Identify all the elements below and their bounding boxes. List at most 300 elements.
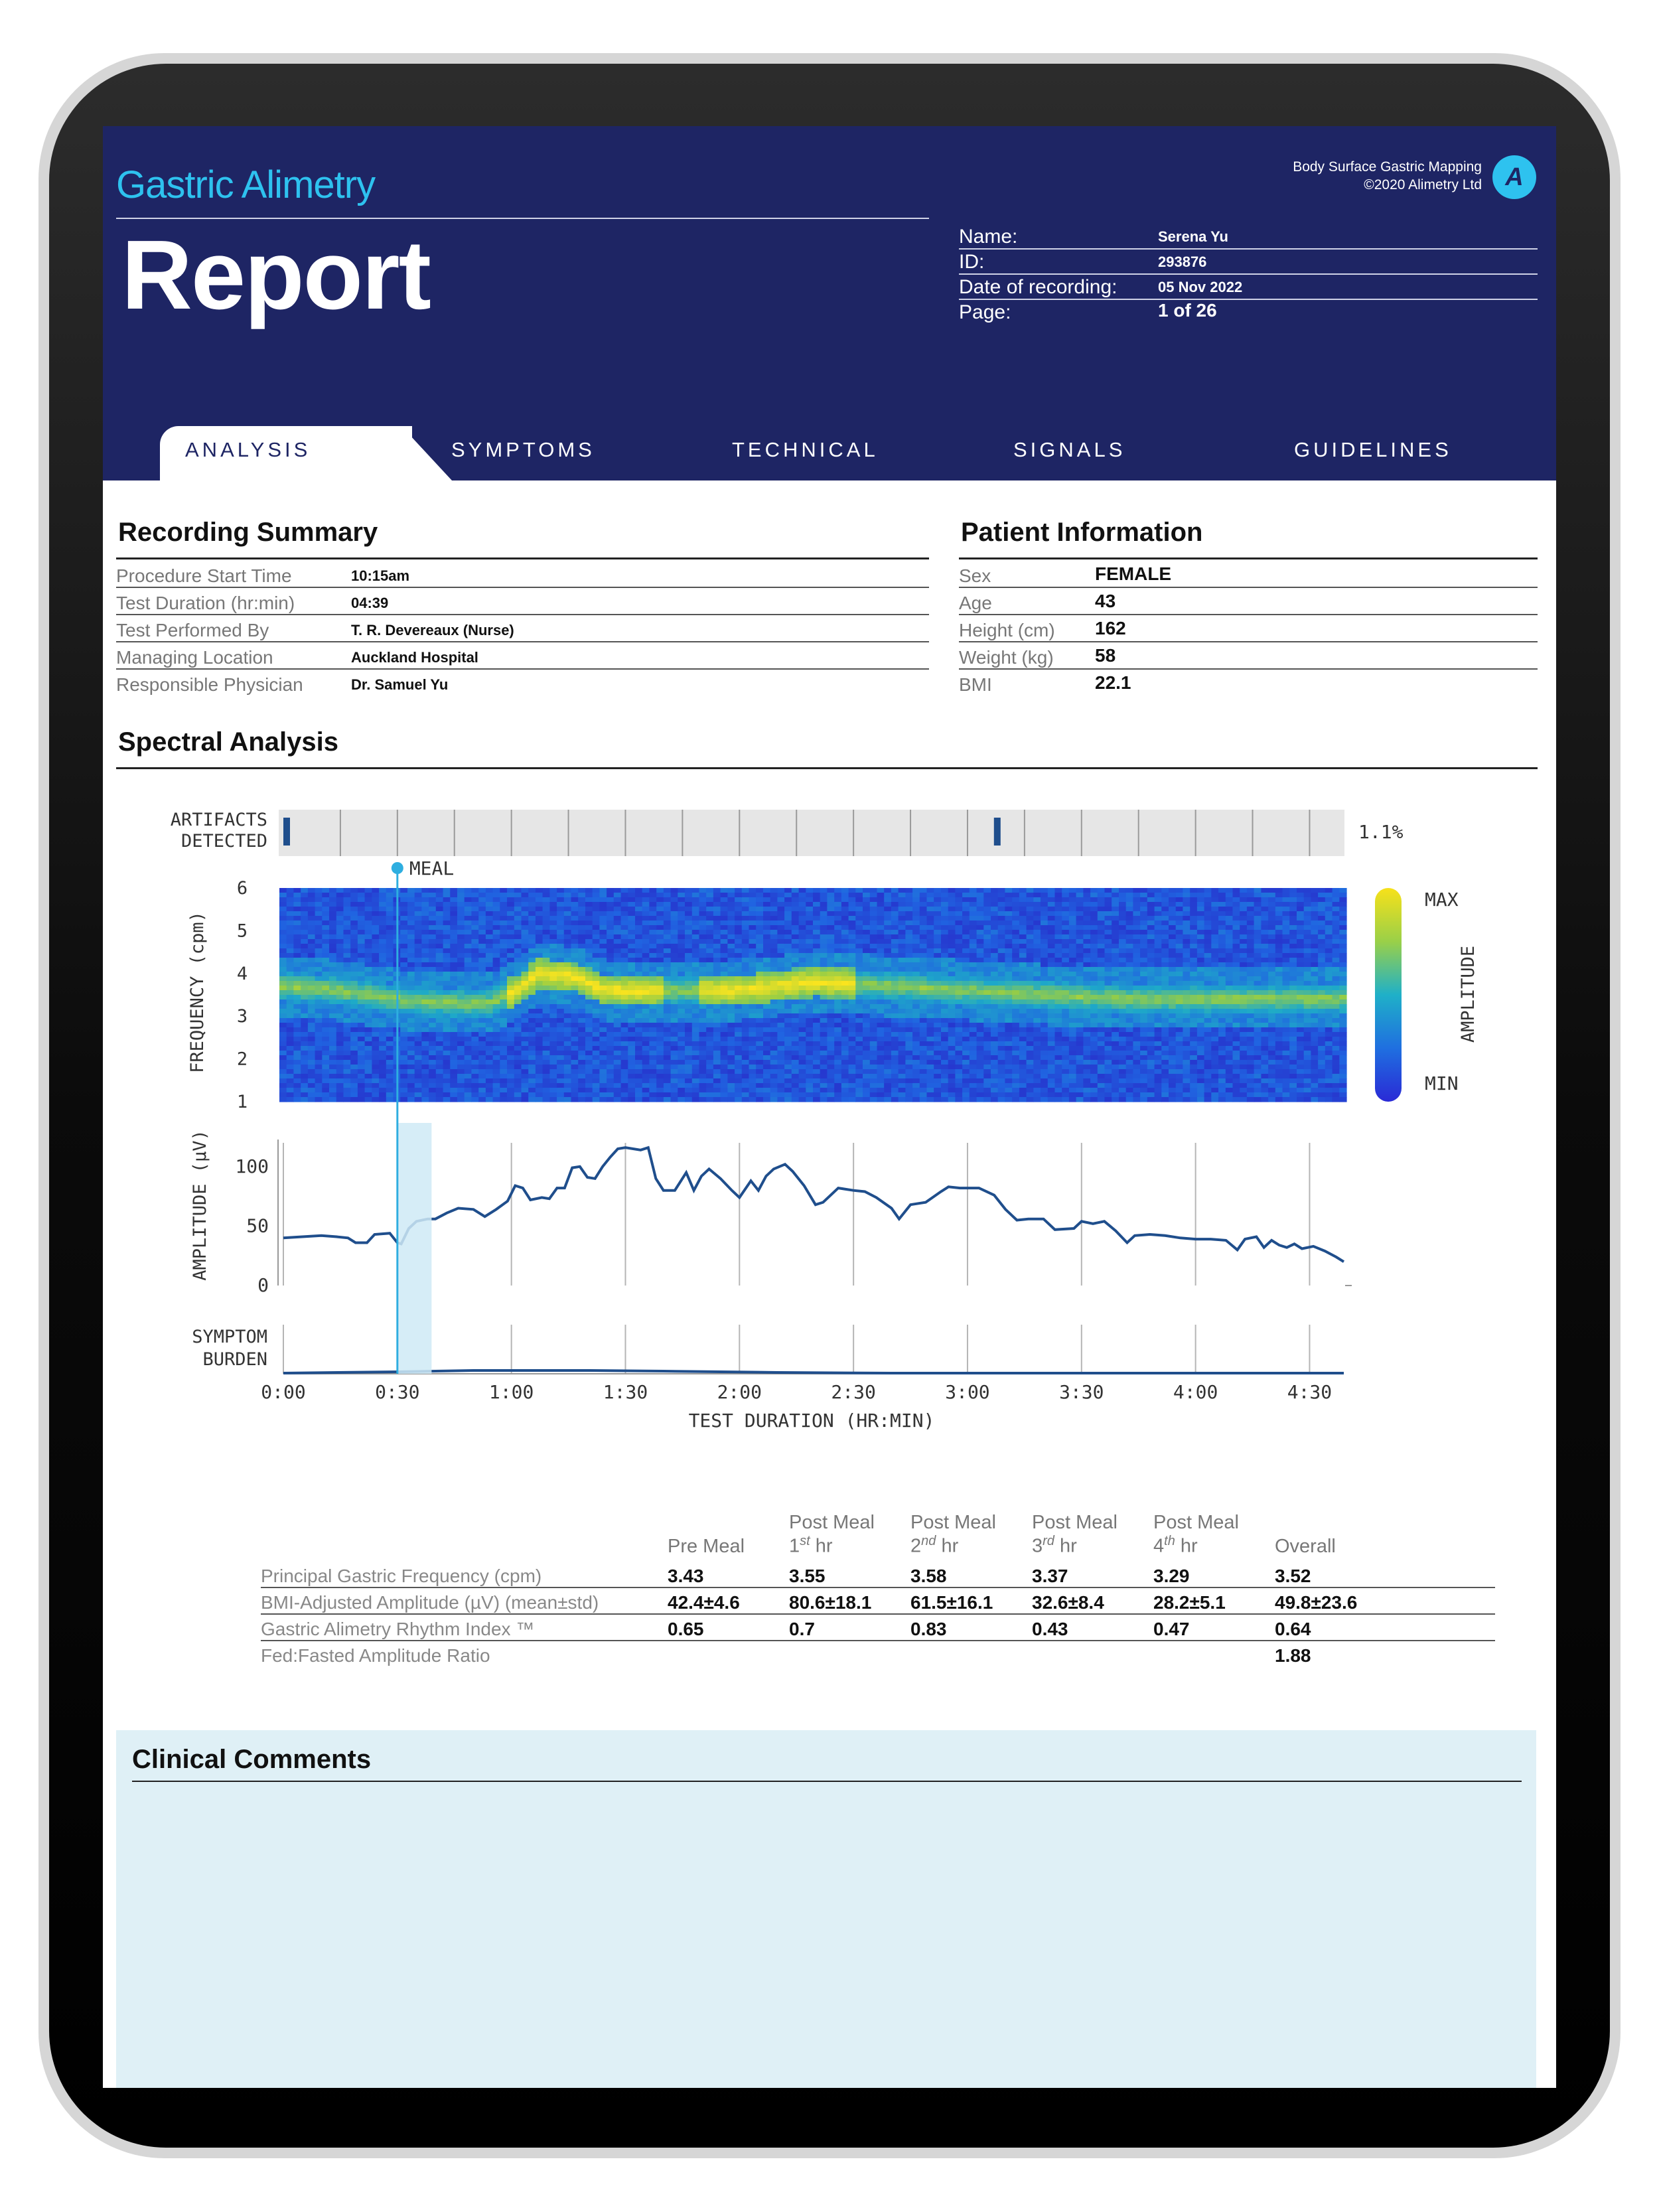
heatmap-cell bbox=[415, 1060, 422, 1065]
heatmap-cell bbox=[514, 934, 522, 940]
heatmap-cell bbox=[585, 921, 593, 926]
heatmap-cell bbox=[465, 1018, 472, 1023]
heatmap-cell bbox=[607, 972, 614, 977]
heatmap-cell bbox=[344, 1060, 351, 1065]
heatmap-cell bbox=[585, 1041, 593, 1047]
heatmap-cell bbox=[287, 897, 294, 903]
heatmap-cell bbox=[500, 1074, 507, 1079]
heatmap-cell bbox=[478, 893, 486, 898]
heatmap-cell bbox=[585, 907, 593, 912]
heatmap-cell bbox=[379, 911, 386, 917]
heatmap-cell bbox=[685, 1055, 692, 1061]
heatmap-cell bbox=[493, 1069, 500, 1074]
heatmap-cell bbox=[293, 1023, 301, 1028]
heatmap-cell bbox=[742, 1009, 749, 1014]
heatmap-cell bbox=[792, 972, 799, 977]
heatmap-cell bbox=[628, 962, 635, 968]
heatmap-cell bbox=[336, 986, 344, 991]
heatmap-cell bbox=[578, 902, 585, 907]
heatmap-cell bbox=[400, 990, 407, 995]
heatmap-cell bbox=[500, 995, 507, 1000]
heatmap-cell bbox=[493, 1041, 500, 1047]
heatmap-cell bbox=[642, 1083, 650, 1088]
heatmap-cell bbox=[557, 962, 564, 968]
heatmap-cell bbox=[721, 944, 728, 949]
row-label: Weight (kg) bbox=[959, 642, 1095, 669]
heatmap-cell bbox=[372, 1078, 379, 1084]
heatmap-cell bbox=[721, 893, 728, 898]
heatmap-cell bbox=[742, 1078, 749, 1084]
heatmap-cell bbox=[1005, 1055, 1012, 1061]
heatmap-cell bbox=[372, 972, 379, 977]
heatmap-cell bbox=[578, 1092, 585, 1098]
heatmap-cell bbox=[678, 1013, 685, 1019]
heatmap-cell bbox=[322, 958, 329, 963]
heatmap-cell bbox=[599, 902, 607, 907]
heatmap-cell bbox=[543, 958, 550, 963]
tab-symptoms[interactable]: SYMPTOMS bbox=[451, 438, 595, 461]
heatmap-cell bbox=[607, 948, 614, 954]
heatmap-cell bbox=[834, 1009, 841, 1014]
heatmap-cell bbox=[365, 1004, 372, 1009]
heatmap-cell bbox=[777, 1032, 784, 1037]
heatmap-cell bbox=[614, 958, 621, 963]
heatmap-cell bbox=[344, 1069, 351, 1074]
heatmap-cell bbox=[635, 1083, 642, 1088]
heatmap-cell bbox=[799, 958, 806, 963]
heatmap-cell bbox=[784, 1037, 792, 1042]
heatmap-cell bbox=[905, 925, 912, 930]
heatmap-cell bbox=[507, 1078, 514, 1084]
heatmap-cell bbox=[322, 1051, 329, 1056]
heatmap-cell bbox=[656, 911, 664, 917]
heatmap-cell bbox=[841, 981, 849, 986]
heatmap-cell bbox=[899, 1037, 906, 1042]
heatmap-cell bbox=[927, 1023, 934, 1028]
heatmap-cell bbox=[870, 897, 877, 903]
heatmap-cell bbox=[721, 1041, 728, 1047]
heatmap-cell bbox=[478, 897, 486, 903]
heatmap-cell bbox=[977, 1023, 984, 1028]
heatmap-cell bbox=[799, 921, 806, 926]
heatmap-cell bbox=[279, 1069, 287, 1074]
heatmap-cell bbox=[799, 888, 806, 893]
heatmap-cell bbox=[493, 1027, 500, 1033]
heatmap-cell bbox=[585, 934, 593, 940]
heatmap-cell bbox=[749, 1060, 757, 1065]
heatmap-cell bbox=[564, 995, 571, 1000]
heatmap-cell bbox=[635, 990, 642, 995]
heatmap-cell bbox=[315, 986, 323, 991]
heatmap-cell bbox=[358, 925, 365, 930]
heatmap-cell bbox=[329, 1004, 336, 1009]
heatmap-cell bbox=[983, 1023, 991, 1028]
heatmap-cell bbox=[421, 1041, 429, 1047]
heatmap-cell bbox=[763, 1060, 770, 1065]
heatmap-cell bbox=[955, 1060, 962, 1065]
heatmap-cell bbox=[379, 953, 386, 958]
heatmap-cell bbox=[329, 1041, 336, 1047]
heatmap-cell bbox=[522, 962, 529, 968]
heatmap-cell bbox=[593, 1069, 600, 1074]
heatmap-cell bbox=[735, 1060, 742, 1065]
heatmap-cell bbox=[1005, 939, 1012, 944]
heatmap-cell bbox=[372, 911, 379, 917]
heatmap-cell bbox=[870, 999, 877, 1005]
heatmap-cell bbox=[628, 1027, 635, 1033]
heatmap-cell bbox=[770, 1041, 778, 1047]
heatmap-cell bbox=[585, 953, 593, 958]
heatmap-cell bbox=[301, 999, 308, 1005]
heatmap-cell bbox=[912, 888, 920, 893]
heatmap-cell bbox=[557, 916, 564, 921]
heatmap-cell bbox=[322, 925, 329, 930]
heatmap-cell bbox=[607, 1092, 614, 1098]
heatmap-cell bbox=[478, 888, 486, 893]
heatmap-cell bbox=[849, 1092, 856, 1098]
heatmap-cell bbox=[308, 1009, 315, 1014]
tab-guidelines[interactable]: GUIDELINES bbox=[1294, 438, 1452, 461]
heatmap-cell bbox=[350, 1074, 358, 1079]
heatmap-cell bbox=[379, 1092, 386, 1098]
heatmap-cell bbox=[308, 1069, 315, 1074]
heatmap-cell bbox=[1005, 907, 1012, 912]
heatmap-cell bbox=[699, 925, 707, 930]
heatmap-cell bbox=[735, 1088, 742, 1093]
heatmap-cell bbox=[863, 1004, 870, 1009]
heatmap-cell bbox=[1033, 944, 1041, 949]
heatmap-cell bbox=[855, 916, 863, 921]
heatmap-cell bbox=[557, 1023, 564, 1028]
heatmap-cell bbox=[493, 1060, 500, 1065]
heatmap-cell bbox=[955, 1092, 962, 1098]
heatmap-cell bbox=[955, 939, 962, 944]
heatmap-cell bbox=[884, 921, 891, 926]
heatmap-cell bbox=[962, 1074, 970, 1079]
heatmap-cell bbox=[834, 1074, 841, 1079]
heatmap-cell bbox=[478, 1074, 486, 1079]
heatmap-cell bbox=[407, 986, 415, 991]
heatmap-cell bbox=[706, 930, 713, 935]
heatmap-cell bbox=[899, 1074, 906, 1079]
heatmap-cell bbox=[500, 930, 507, 935]
heatmap-cell bbox=[564, 1092, 571, 1098]
heatmap-cell bbox=[522, 1097, 529, 1102]
heatmap-cell bbox=[998, 953, 1005, 958]
heatmap-cell bbox=[350, 930, 358, 935]
heatmap-cell bbox=[991, 911, 998, 917]
heatmap-cell bbox=[415, 953, 422, 958]
heatmap-cell bbox=[536, 1097, 543, 1102]
heatmap-cell bbox=[692, 962, 699, 968]
tab-signals[interactable]: SIGNALS bbox=[1013, 438, 1126, 461]
heatmap-cell bbox=[941, 976, 948, 982]
heatmap-cell bbox=[635, 911, 642, 917]
heatmap-cell bbox=[1005, 999, 1012, 1005]
heatmap-cell bbox=[543, 1078, 550, 1084]
heatmap-cell bbox=[287, 1032, 294, 1037]
heatmap-cell bbox=[899, 911, 906, 917]
heatmap-cell bbox=[564, 958, 571, 963]
heatmap-cell bbox=[891, 972, 899, 977]
heatmap-cell bbox=[827, 962, 834, 968]
heatmap-cell bbox=[1027, 934, 1034, 940]
heatmap-cell bbox=[1012, 1092, 1019, 1098]
heatmap-cell bbox=[735, 1013, 742, 1019]
heatmap-cell bbox=[1019, 1074, 1027, 1079]
heatmap-cell bbox=[457, 944, 465, 949]
heatmap-cell bbox=[500, 911, 507, 917]
heatmap-cell bbox=[322, 1083, 329, 1088]
heatmap-cell bbox=[308, 925, 315, 930]
heatmap-cell bbox=[948, 1027, 956, 1033]
heatmap-cell bbox=[358, 893, 365, 898]
heatmap-cell bbox=[983, 986, 991, 991]
heatmap-cell bbox=[727, 962, 735, 968]
heatmap-cell bbox=[578, 930, 585, 935]
heatmap-cell bbox=[955, 911, 962, 917]
heatmap-cell bbox=[536, 1055, 543, 1061]
heatmap-cell bbox=[493, 911, 500, 917]
heatmap-cell bbox=[863, 1069, 870, 1074]
heatmap-cell bbox=[415, 962, 422, 968]
heatmap-cell bbox=[536, 934, 543, 940]
heatmap-cell bbox=[983, 1032, 991, 1037]
heatmap-cell bbox=[706, 1046, 713, 1051]
heatmap-cell bbox=[500, 1092, 507, 1098]
heatmap-cell bbox=[870, 925, 877, 930]
row-label: Test Duration (hr:min) bbox=[116, 587, 351, 615]
heatmap-cell bbox=[301, 990, 308, 995]
heatmap-cell bbox=[735, 1083, 742, 1088]
heatmap-cell bbox=[415, 1074, 422, 1079]
heatmap-cell bbox=[792, 1009, 799, 1014]
heatmap-cell bbox=[820, 967, 828, 972]
heatmap-cell bbox=[486, 1074, 493, 1079]
heatmap-cell bbox=[293, 897, 301, 903]
heatmap-cell bbox=[578, 981, 585, 986]
heatmap-cell bbox=[905, 1013, 912, 1019]
heatmap-cell bbox=[742, 948, 749, 954]
heatmap-cell bbox=[998, 995, 1005, 1000]
heatmap-cell bbox=[379, 948, 386, 954]
heatmap-cell bbox=[962, 907, 970, 912]
heatmap-cell bbox=[827, 934, 834, 940]
heatmap-cell bbox=[415, 944, 422, 949]
heatmap-cell bbox=[934, 1078, 941, 1084]
heatmap-cell bbox=[877, 999, 885, 1005]
heatmap-cell bbox=[735, 1037, 742, 1042]
heatmap-cell bbox=[727, 976, 735, 982]
heatmap-cell bbox=[998, 1060, 1005, 1065]
heatmap-cell bbox=[493, 897, 500, 903]
heatmap-cell bbox=[571, 1055, 579, 1061]
heatmap-cell bbox=[522, 916, 529, 921]
heatmap-cell bbox=[849, 1009, 856, 1014]
heatmap-cell bbox=[522, 1088, 529, 1093]
heatmap-cell bbox=[1019, 1018, 1027, 1023]
heatmap-cell bbox=[386, 916, 394, 921]
heatmap-cell bbox=[407, 1051, 415, 1056]
heatmap-cell bbox=[415, 1092, 422, 1098]
heatmap-cell bbox=[827, 990, 834, 995]
heatmap-cell bbox=[721, 916, 728, 921]
heatmap-cell bbox=[877, 948, 885, 954]
heatmap-cell bbox=[358, 888, 365, 893]
heatmap-cell bbox=[849, 967, 856, 972]
heatmap-cell bbox=[912, 1060, 920, 1065]
heatmap-cell bbox=[820, 897, 828, 903]
heatmap-cell bbox=[635, 986, 642, 991]
heatmap-cell bbox=[1019, 907, 1027, 912]
heatmap-cell bbox=[877, 1023, 885, 1028]
heatmap-cell bbox=[770, 1032, 778, 1037]
heatmap-cell bbox=[344, 958, 351, 963]
heatmap-cell bbox=[407, 958, 415, 963]
heatmap-cell bbox=[478, 907, 486, 912]
heatmap-cell bbox=[685, 893, 692, 898]
heatmap-cell bbox=[877, 972, 885, 977]
heatmap-cell bbox=[372, 907, 379, 912]
heatmap-cell bbox=[514, 1009, 522, 1014]
heatmap-cell bbox=[344, 1023, 351, 1028]
heatmap-cell bbox=[407, 921, 415, 926]
heatmap-cell bbox=[365, 986, 372, 991]
heatmap-cell bbox=[421, 981, 429, 986]
heatmap-cell bbox=[699, 1023, 707, 1028]
heatmap-cell bbox=[365, 1055, 372, 1061]
heatmap-cell bbox=[692, 1023, 699, 1028]
heatmap-cell bbox=[849, 1069, 856, 1074]
heatmap-cell bbox=[685, 1004, 692, 1009]
heatmap-cell bbox=[1019, 1065, 1027, 1070]
heatmap-cell bbox=[386, 1083, 394, 1088]
heatmap-cell bbox=[578, 939, 585, 944]
heatmap-cell bbox=[1033, 953, 1041, 958]
heatmap-cell bbox=[350, 1083, 358, 1088]
heatmap-cell bbox=[386, 962, 394, 968]
heatmap-cell bbox=[478, 916, 486, 921]
heatmap-cell bbox=[820, 1097, 828, 1102]
heatmap-cell bbox=[549, 953, 557, 958]
heatmap-cell bbox=[756, 976, 763, 982]
heatmap-cell bbox=[813, 1027, 820, 1033]
heatmap-cell bbox=[543, 1060, 550, 1065]
heatmap-cell bbox=[713, 972, 721, 977]
heatmap-cell bbox=[336, 1097, 344, 1102]
heatmap-cell bbox=[536, 925, 543, 930]
heatmap-cell bbox=[457, 925, 465, 930]
heatmap-cell bbox=[891, 1009, 899, 1014]
heatmap-cell bbox=[941, 897, 948, 903]
heatmap-cell bbox=[941, 1083, 948, 1088]
heatmap-cell bbox=[692, 958, 699, 963]
heatmap-cell bbox=[1012, 953, 1019, 958]
row-value: Dr. Samuel Yu bbox=[351, 676, 449, 693]
heatmap-cell bbox=[983, 999, 991, 1005]
heatmap-cell bbox=[983, 916, 991, 921]
heatmap-cell bbox=[1027, 907, 1034, 912]
heatmap-cell bbox=[962, 1027, 970, 1033]
heatmap-cell bbox=[450, 939, 457, 944]
heatmap-cell bbox=[322, 911, 329, 917]
heatmap-cell bbox=[813, 948, 820, 954]
heatmap-cell bbox=[713, 1032, 721, 1037]
heatmap-cell bbox=[849, 1023, 856, 1028]
heatmap-cell bbox=[813, 995, 820, 1000]
heatmap-cell bbox=[329, 1046, 336, 1051]
heatmap-cell bbox=[784, 999, 792, 1005]
heatmap-cell bbox=[522, 1074, 529, 1079]
heatmap-cell bbox=[777, 953, 784, 958]
heatmap-cell bbox=[891, 1018, 899, 1023]
heatmap-cell bbox=[522, 995, 529, 1000]
heatmap-cell bbox=[927, 976, 934, 982]
heatmap-cell bbox=[372, 888, 379, 893]
heatmap-cell bbox=[400, 1041, 407, 1047]
heatmap-cell bbox=[664, 1037, 671, 1042]
heatmap-cell bbox=[920, 911, 927, 917]
heatmap-cell bbox=[813, 1055, 820, 1061]
heatmap-cell bbox=[322, 1032, 329, 1037]
heatmap-cell bbox=[386, 1032, 394, 1037]
heatmap-cell bbox=[486, 962, 493, 968]
heatmap-cell bbox=[770, 1092, 778, 1098]
heatmap-cell bbox=[912, 1097, 920, 1102]
heatmap-cell bbox=[806, 907, 813, 912]
heatmap-cell bbox=[792, 1097, 799, 1102]
heatmap-cell bbox=[1019, 986, 1027, 991]
heatmap-cell bbox=[834, 976, 841, 982]
heatmap-cell bbox=[863, 953, 870, 958]
heatmap-cell bbox=[564, 1027, 571, 1033]
heatmap-cell bbox=[721, 1092, 728, 1098]
heatmap-cell bbox=[671, 948, 678, 954]
tab-technical[interactable]: TECHNICAL bbox=[732, 438, 879, 461]
heatmap-cell bbox=[379, 990, 386, 995]
heatmap-cell bbox=[1005, 953, 1012, 958]
heatmap-cell bbox=[763, 1027, 770, 1033]
heatmap-cell bbox=[970, 921, 977, 926]
heatmap-cell bbox=[400, 1088, 407, 1093]
heatmap-cell bbox=[656, 958, 664, 963]
heatmap-cell bbox=[372, 1065, 379, 1070]
heatmap-cell bbox=[301, 1074, 308, 1079]
heatmap-cell bbox=[443, 897, 451, 903]
heatmap-cell bbox=[436, 897, 443, 903]
heatmap-cell bbox=[471, 888, 478, 893]
heatmap-cell bbox=[628, 944, 635, 949]
heatmap-cell bbox=[564, 986, 571, 991]
heatmap-cell bbox=[500, 1041, 507, 1047]
heatmap-cell bbox=[777, 897, 784, 903]
heatmap-cell bbox=[713, 916, 721, 921]
heatmap-cell bbox=[571, 930, 579, 935]
heatmap-cell bbox=[891, 958, 899, 963]
heatmap-cell bbox=[358, 995, 365, 1000]
heatmap-cell bbox=[421, 1097, 429, 1102]
heatmap-cell bbox=[671, 995, 678, 1000]
heatmap-cell bbox=[585, 1009, 593, 1014]
heatmap-cell bbox=[777, 976, 784, 982]
heatmap-cell bbox=[293, 930, 301, 935]
heatmap-cell bbox=[471, 1069, 478, 1074]
heatmap-cell bbox=[834, 999, 841, 1005]
heatmap-cell bbox=[699, 976, 707, 982]
heatmap-cell bbox=[713, 921, 721, 926]
heatmap-cell bbox=[727, 1060, 735, 1065]
heatmap-cell bbox=[891, 930, 899, 935]
